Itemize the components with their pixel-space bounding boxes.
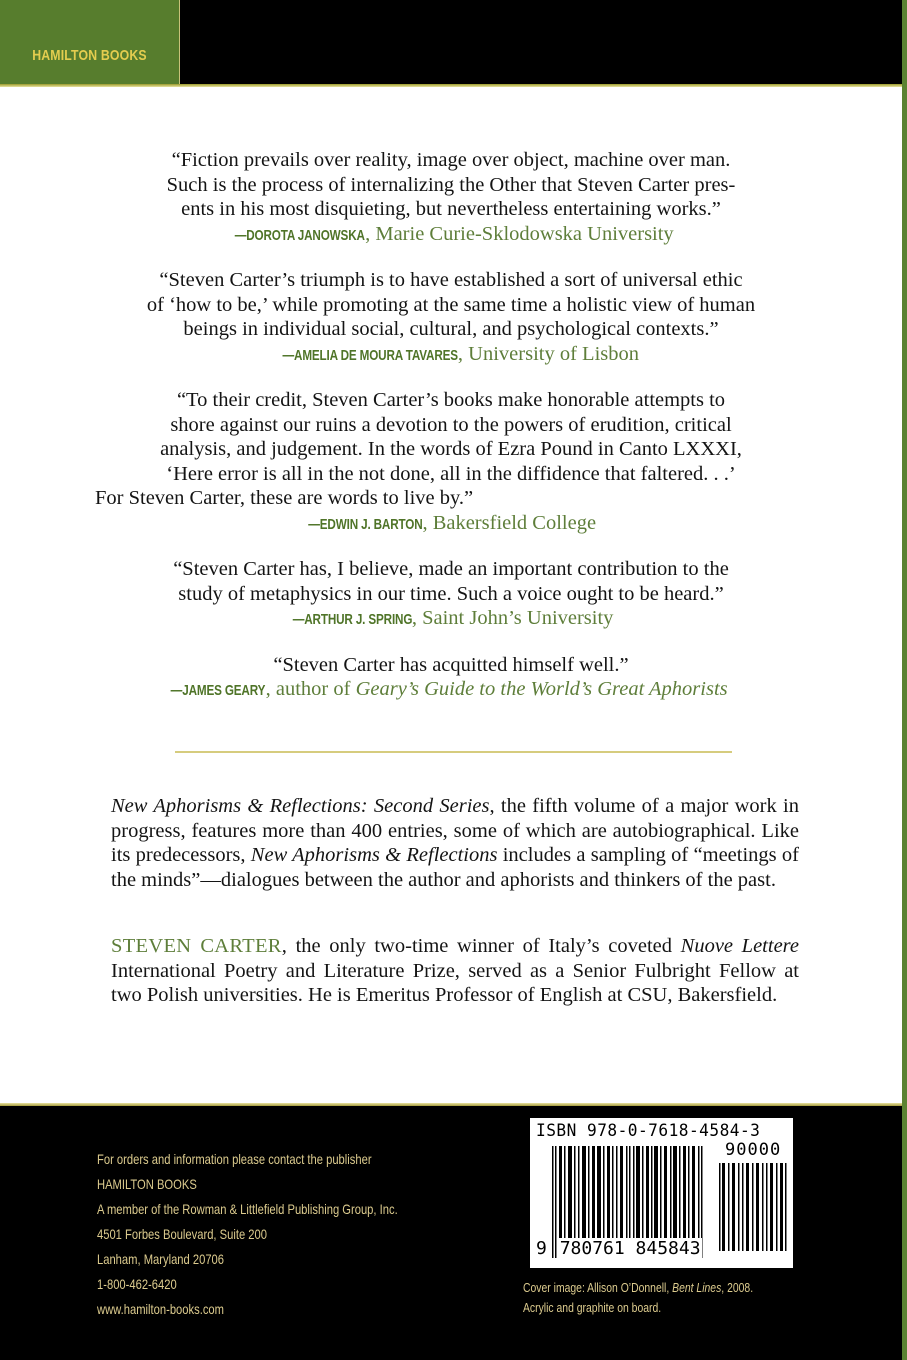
author-name: STEVEN CARTER xyxy=(111,935,282,957)
quote-author: —JAMES GEARY xyxy=(171,682,266,699)
quote-affiliation: , Marie Curie-Sklodowska University xyxy=(365,222,674,245)
credit-prefix: Cover image: Allison O’Donnell, xyxy=(523,1280,673,1295)
quote-affiliation: , Bakersfield College xyxy=(422,511,597,534)
quote-attribution xyxy=(0,222,902,249)
price-code: 90000 xyxy=(725,1140,782,1160)
endorsement-5 xyxy=(0,653,902,704)
address-street: 4501 Forbes Boulevard, Suite 200 xyxy=(97,1226,267,1242)
publisher-contact xyxy=(97,1147,473,1322)
bio-text: , the only two-time winner of Italy’s coveted xyxy=(281,935,681,957)
quote-book-title: Geary’s Guide to the World’s Great Aphorists xyxy=(355,678,728,700)
quote-attribution xyxy=(0,677,902,704)
quote-author: —DOROTA JANOWSKA xyxy=(234,226,366,244)
cover-credit xyxy=(523,1278,811,1318)
endorsements xyxy=(0,148,902,724)
top-gold-rule xyxy=(0,84,902,87)
quote-line: ‘Here error is all in the not done, all in the diffidence that faltered. . .’ xyxy=(166,462,736,485)
top-black-panel xyxy=(180,0,902,84)
quote-line: ents in his most disquieting, but nevertheless entertaining works.” xyxy=(181,198,721,220)
series-title: New Aphorisms & Reflections xyxy=(250,844,498,867)
bio-text: International Poetry and Literature Prize, served as a Senior Fulbright Fellow at two Polish universities. He is Emeritus Professor of English at CSU, Bakersfield. xyxy=(111,959,799,1007)
description-text: , the fifth volume of a major work in progress, features more than 400 entries, some of which are autobiographical. Like its predecessors, xyxy=(111,795,799,867)
quote-line: “Steven Carter has acquitted himself well.” xyxy=(273,653,629,676)
ean-digits: 780761 845843 xyxy=(559,1238,701,1259)
description-text: includes a sampling of “meetings of the minds”—dialogues between the author and aphorists and thinkers of the past. xyxy=(111,844,799,892)
quote-line: “To their credit, Steven Carter’s books make honorable attempts to xyxy=(176,389,726,411)
publisher-parent: A member of the Rowman & Littlefield Publishing Group, Inc. xyxy=(97,1201,398,1217)
artwork-title: Bent Lines xyxy=(672,1280,722,1295)
section-divider xyxy=(175,751,732,753)
isbn-barcode xyxy=(530,1118,793,1268)
right-green-edge xyxy=(902,0,907,1360)
quote-attribution xyxy=(0,511,902,538)
quote-line: of ‘how to be,’ while promoting at the same time a holistic view of human xyxy=(146,293,756,316)
credit-suffix: , 2008. xyxy=(721,1280,754,1295)
endorsement-1 xyxy=(0,148,902,248)
endorsement-4 xyxy=(0,557,902,633)
endorsement-3 xyxy=(0,388,902,537)
quote-line: “Steven Carter has, I believe, made an important contribution to the xyxy=(173,558,729,580)
phone-number: 1-800-462-6420 xyxy=(97,1276,177,1292)
quote-affiliation-prefix: , author of xyxy=(265,678,356,700)
quote-line: analysis, and judgement. In the words of Ezra Pound in Canto LXXXI, xyxy=(160,438,742,460)
contact-intro: For orders and information please contact the publisher xyxy=(97,1151,372,1167)
quote-attribution xyxy=(0,342,902,369)
quote-line: shore against our ruins a devotion to the powers of erudition, critical xyxy=(170,413,732,436)
quote-line: For Steven Carter, these are words to live by.” xyxy=(95,487,474,509)
cover-credit-line2: Acrylic and graphite on board. xyxy=(523,1300,662,1315)
quote-line: Such is the process of internalizing the Other that Steven Carter pres- xyxy=(166,173,736,196)
publisher-logo: HAMILTON BOOKS xyxy=(32,47,147,64)
publisher-name: HAMILTON BOOKS xyxy=(97,1176,197,1192)
endorsement-2 xyxy=(0,268,902,368)
isbn-label: ISBN 978-0-7618-4584-3 xyxy=(536,1121,761,1141)
ean-first-digit: 9 xyxy=(536,1238,547,1259)
quote-author: —ARTHUR J. SPRING xyxy=(292,611,412,628)
quote-line: beings in individual social, cultural, and psychological contexts.” xyxy=(183,318,719,340)
publisher-logo-panel xyxy=(0,0,180,84)
quote-affiliation: , University of Lisbon xyxy=(457,342,639,365)
author-bio xyxy=(111,934,799,1008)
cover-credit-line1 xyxy=(523,1278,753,1298)
website-link[interactable]: www.hamilton-books.com xyxy=(97,1301,224,1317)
prize-name: Nuove Lettere xyxy=(680,935,799,957)
top-band xyxy=(0,0,902,84)
book-title: New Aphorisms & Reflections: Second Series xyxy=(111,795,490,817)
ean-number xyxy=(535,1238,702,1259)
quote-attribution xyxy=(0,606,902,633)
quote-line: study of metaphysics in our time. Such a voice ought to be heard.” xyxy=(178,582,724,605)
quote-affiliation: , Saint John’s University xyxy=(411,607,614,629)
quote-author: —AMELIA DE MOURA TAVARES xyxy=(282,346,458,364)
addon-barcode-bars-icon xyxy=(719,1163,787,1251)
quote-line: “Fiction prevails over reality, image over object, machine over man. xyxy=(171,149,731,171)
quote-author: —EDWIN J. BARTON xyxy=(308,515,423,533)
book-description xyxy=(111,794,799,893)
quote-line: “Steven Carter’s triumph is to have established a sort of universal ethic xyxy=(159,269,743,291)
address-city: Lanham, Maryland 20706 xyxy=(97,1251,225,1267)
